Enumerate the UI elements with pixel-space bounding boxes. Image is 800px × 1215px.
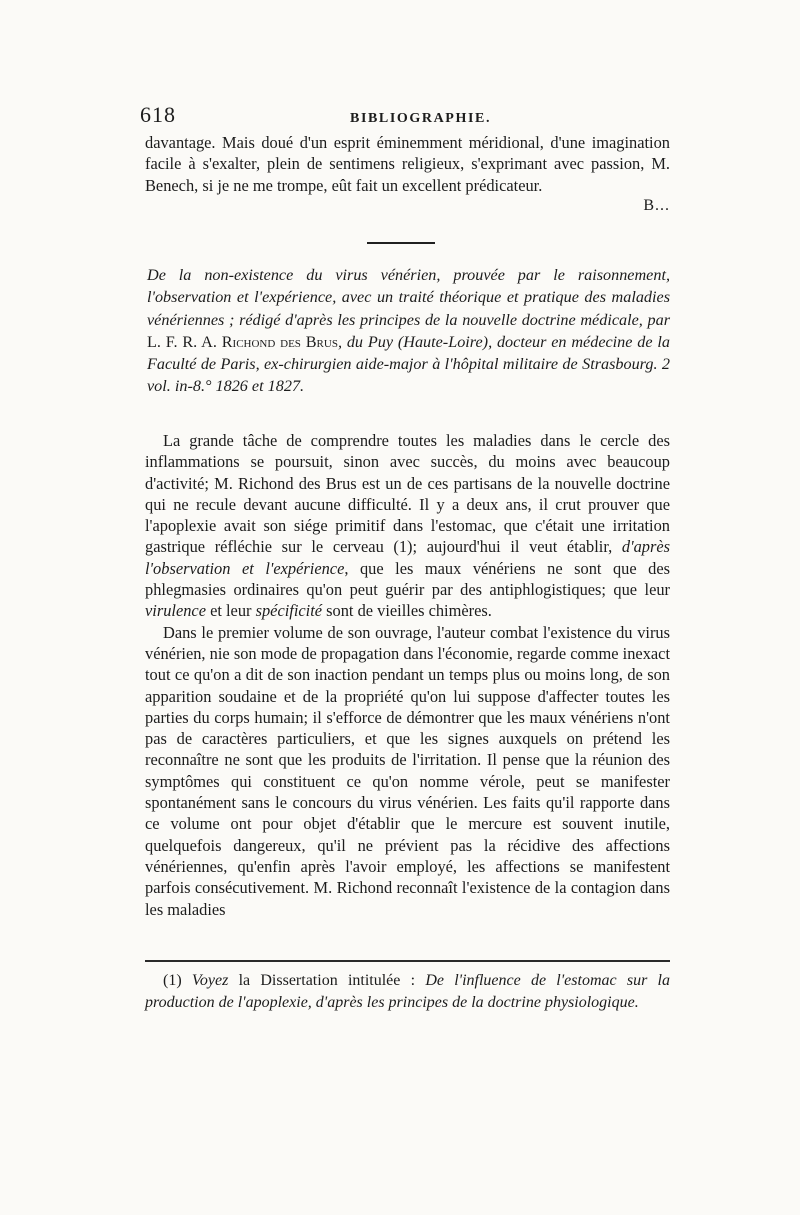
p1-text-d: sont de vieilles chimères.: [322, 601, 492, 621]
footnote-marker: (1): [163, 972, 192, 989]
review-conclusion-text: davantage. Mais doué d'un esprit éminemment méridional, d'une imagination facile à s'exalter, plein de sentimens religieux, s'exprimant avec passion, M. Benech, si je ne me trompe, eût fait un excellent prédicateur.: [145, 133, 670, 195]
p1-emphasis-virulence: virulence: [145, 601, 206, 621]
footnote-separator: [145, 960, 670, 962]
footnote-voyez: Voyez: [191, 972, 229, 989]
page-header: [140, 102, 670, 134]
page-number: 618: [140, 102, 176, 127]
book-title-entry: [147, 264, 670, 398]
review-body: [145, 430, 670, 920]
footnote: [145, 970, 670, 1014]
author-name: Richond des Brus: [221, 332, 338, 351]
footnote-cited-title: De l'influence de l'estomac sur la production de l'apoplexie, d'après les principes de la doctrine physiologique.: [145, 972, 670, 1011]
title-text-part2: , du Puy (Haute-Loire), docteur en médecine de la Faculté de Paris, ex-chirurgien aide-major à l'hôpital militaire de Strasbourg.: [147, 332, 670, 374]
p1-text-c: et leur: [205, 601, 256, 621]
p2-text: Dans le premier volume de son ouvrage, l'auteur combat l'existence du virus vénérien, nie son mode de propagation dans l'économie, regarde comme inexact tout ce qu'on a dit de son inaction pendant un temps plus ou moins long, de son apparition soudaine et de la propriété qu'on lui suppose d'affecter toutes les parties du corps humain; il s'efforce de démontrer que les maux vénériens n'ont pas de caractères particuliers, et que les signes auxquels on prétend les reconnaître ne sont que les produits de l'irritation. Il pense que la réunion des symptômes qui constituent ce qu'on nomme vérole, peut se manifester spontanément sans le concours du virus vénérien. Les faits qu'il rapporte dans ce volume ont pour objet d'établir que le mercure est souvent inutile, quelquefois dangereux, qu'il ne prévient pas la récidive des affections vénériennes, qu'enfin après l'avoir employé, les affections se manifestent parfois consécutivement. M. Richond reconnaît l'existence de la contagion dans les maladies: [145, 622, 670, 919]
footnote-text: la Dissertation intitulée :: [228, 972, 426, 989]
reviewer-signature: B...: [643, 197, 670, 214]
body-paragraph-2: [145, 622, 670, 920]
body-paragraph-1: [145, 430, 670, 622]
review-conclusion-paragraph: [145, 132, 670, 196]
footnote-paragraph: [145, 970, 670, 1014]
section-divider: [367, 242, 435, 244]
p1-text-b: , que les maux vénériens ne sont que des phlegmasies ordinaires qu'on peut guérir par des antiphlogistiques; que leur: [145, 558, 670, 600]
title-text-part1: De la non-existence du virus vénérien, prouvée par le raisonnement, l'observation et l'expérience, avec un traité théorique et pratique des maladies vénériennes ; rédigé d'après les principes de la nouvelle doctrine médicale, par: [147, 266, 670, 329]
p1-emphasis-observation: d'après l'observation et l'expérience: [145, 537, 670, 578]
volume-info: 2 vol. in-8.° 1826 et 1827.: [147, 355, 670, 396]
running-head: BIBLIOGRAPHIE.: [350, 111, 492, 126]
p1-text-a: La grande tâche de comprendre toutes les maladies dans le cercle des inflammations se poursuit, sinon avec succès, du moins avec beaucoup d'activité; M. Richond des Brus est un de ces partisans de la nouvelle doctrine qui ne recule devant aucune difficulté. Il y a deux ans, il crut prouver que l'apoplexie avait son siége primitif dans l'estomac, que c'était une irritation gastrique réfléchie sur le cerveau (1); aujourd'hui il veut établir,: [145, 431, 670, 557]
p1-emphasis-specificite: spécificité: [255, 601, 323, 621]
author-initials: L. F. R. A.: [147, 332, 217, 351]
